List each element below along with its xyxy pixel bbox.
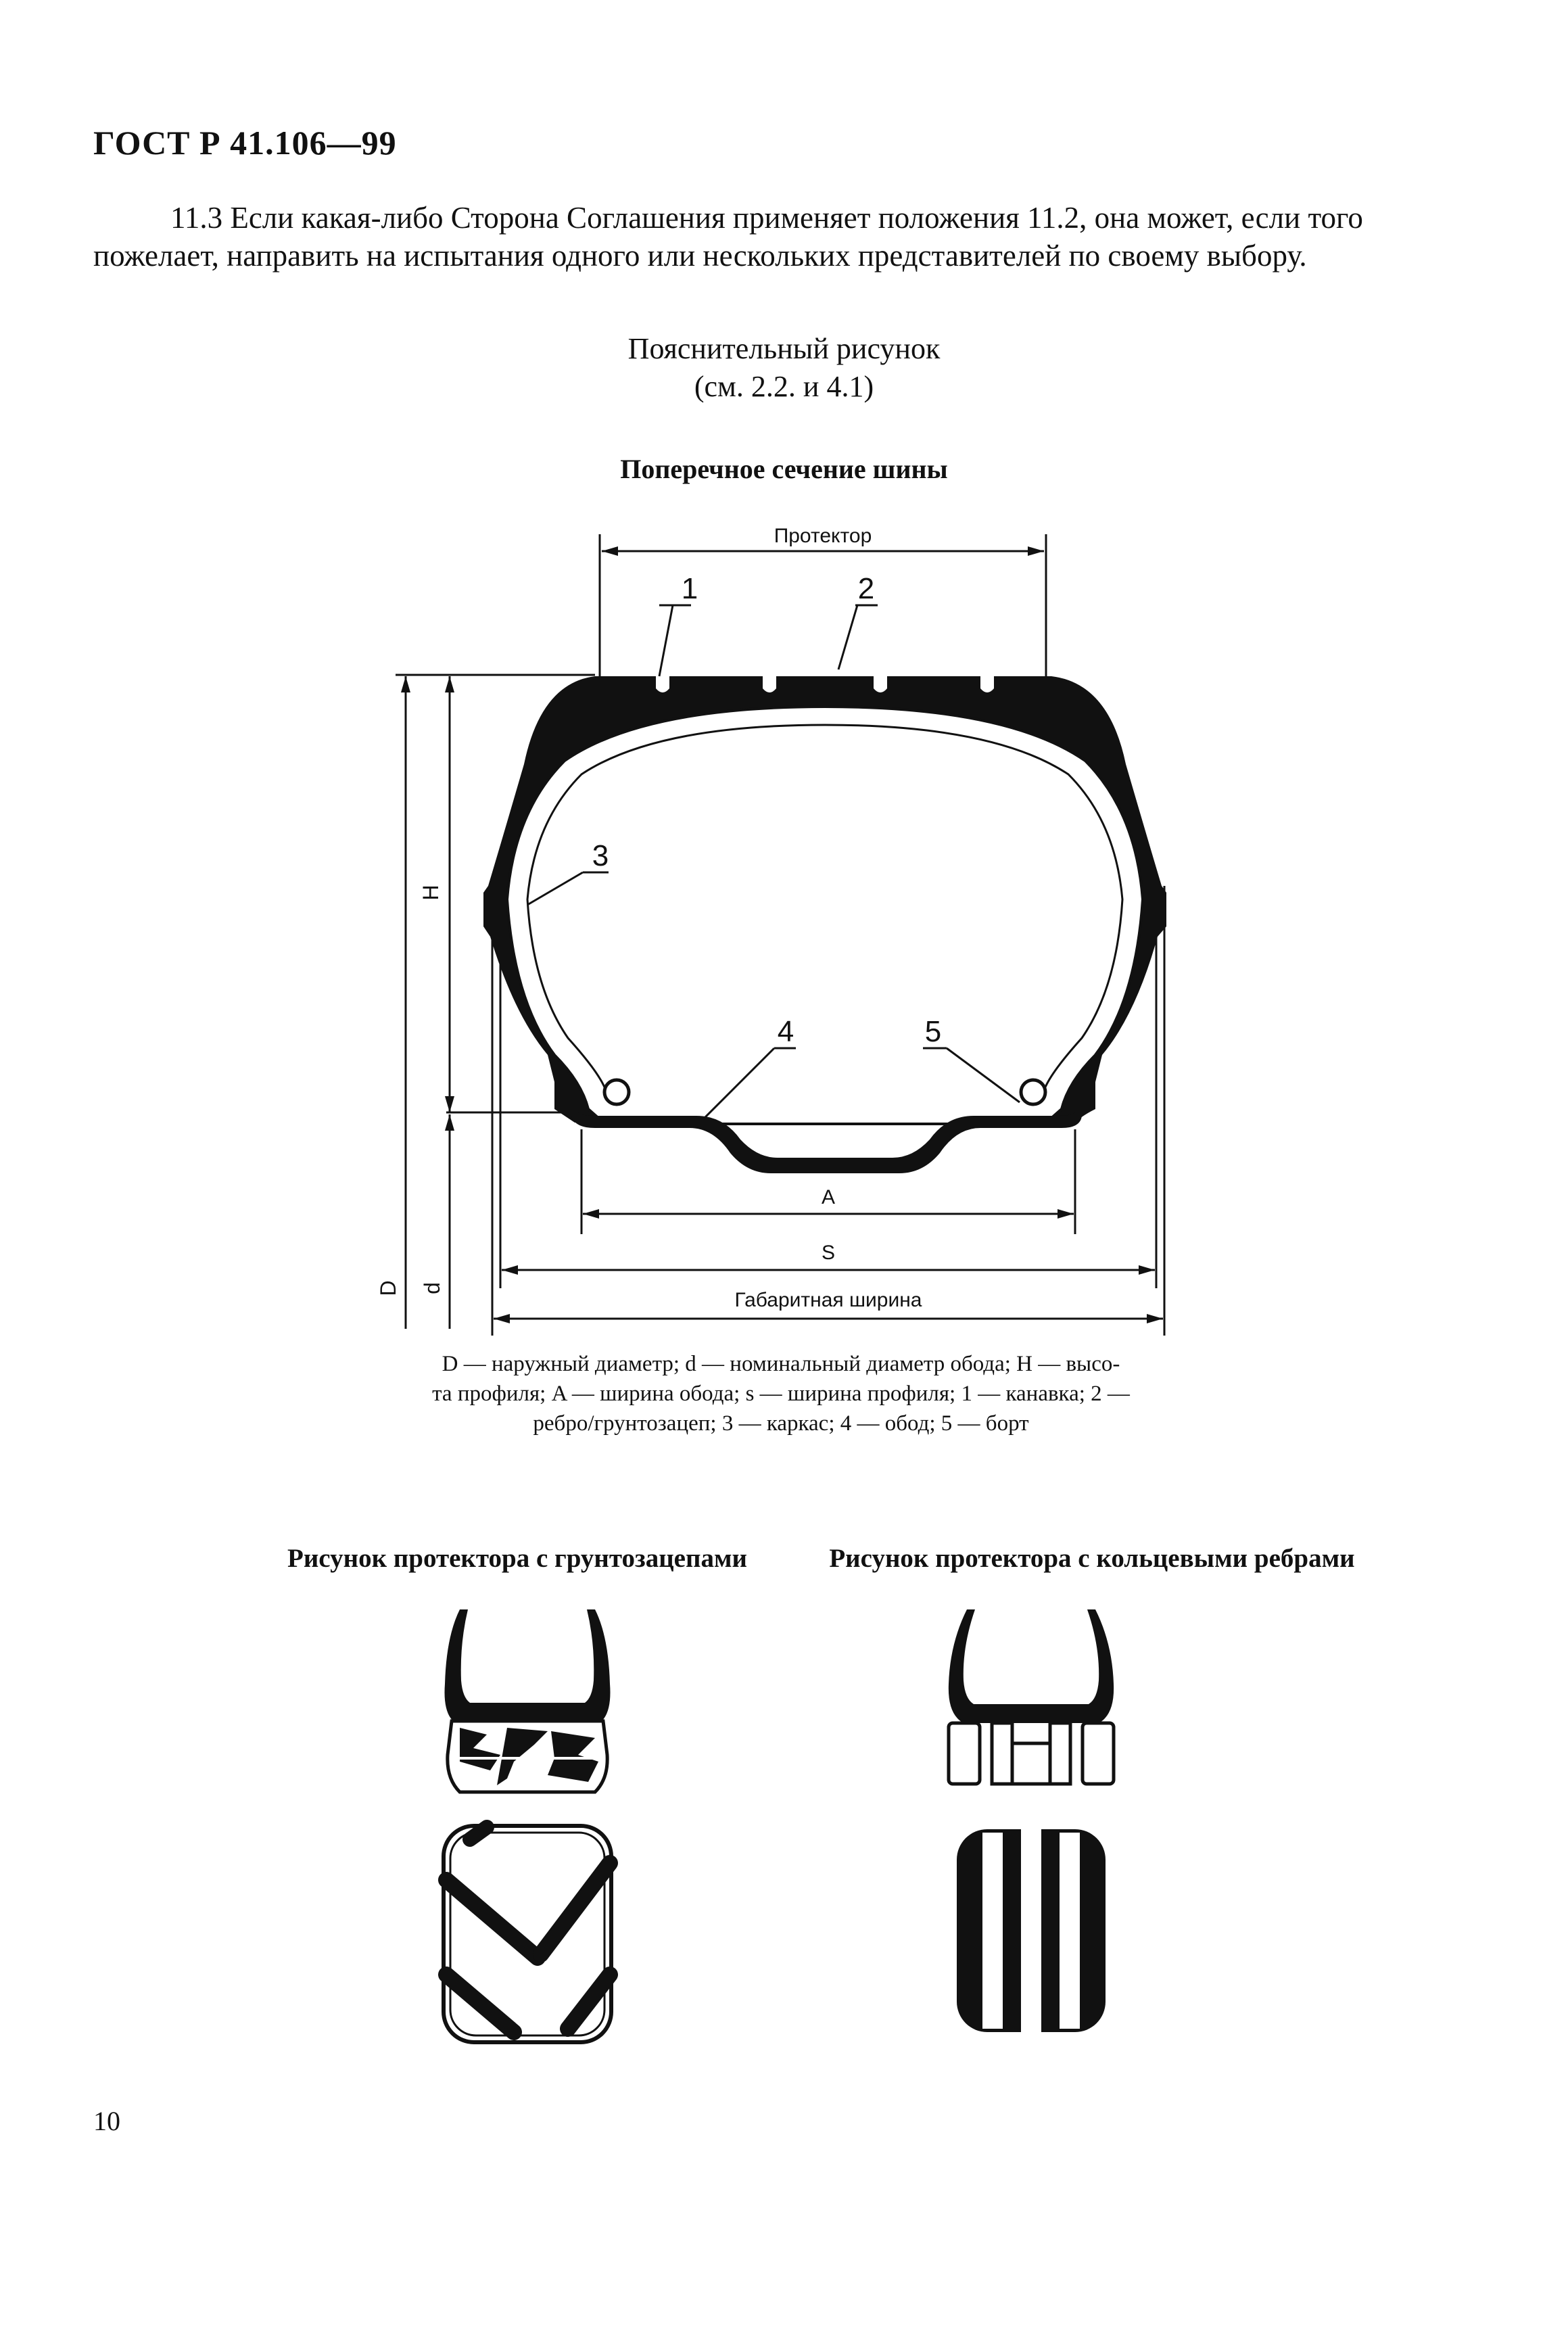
label-d: d bbox=[420, 1282, 444, 1294]
tread-groove-3 bbox=[874, 676, 887, 692]
caption-line-1: D — наружный диаметр; d — номинальный диаметр обода; H — высо- bbox=[442, 1352, 1120, 1376]
rib-pattern-footprint bbox=[957, 1829, 1106, 2032]
rib-pattern-title: Рисунок протектора с кольцевыми ребрами bbox=[829, 1544, 1355, 1573]
tire-inner-cavity bbox=[507, 707, 1143, 1124]
bead-right bbox=[1021, 1080, 1045, 1104]
rib-pattern-section bbox=[949, 1609, 1114, 1784]
tread-groove-4 bbox=[980, 676, 994, 692]
label-D: D bbox=[376, 1280, 400, 1296]
lug-pattern-footprint bbox=[444, 1826, 611, 2042]
label-4: 4 bbox=[777, 1015, 794, 1048]
figure-title-line-2: (см. 2.2. и 4.1) bbox=[694, 370, 874, 403]
caption-line-2: та профиля; A — ширина обода; s — ширина профиля; 1 — канавка; 2 — bbox=[432, 1382, 1130, 1406]
label-tread: Протектор bbox=[774, 525, 872, 547]
figure-caption bbox=[392, 1349, 1170, 1438]
label-5: 5 bbox=[924, 1015, 942, 1048]
lug-pattern-section bbox=[445, 1609, 611, 1792]
clause-line-1: 11.3 Если какая-либо Сторона Соглашения применяет положения 11.2, она может, если того bbox=[170, 201, 1363, 235]
figure-title-line-1: Пояснительный рисунок bbox=[627, 332, 941, 365]
bead-left bbox=[604, 1080, 629, 1104]
label-overall-width: Габаритная ширина bbox=[734, 1289, 922, 1311]
label-3: 3 bbox=[592, 839, 609, 872]
label-A: A bbox=[821, 1186, 836, 1208]
label-H: H bbox=[419, 885, 443, 901]
label-S: S bbox=[821, 1242, 836, 1264]
document-header: ГОСТ Р 41.106—99 bbox=[93, 124, 397, 162]
section-title: Поперечное сечение шины bbox=[620, 454, 948, 484]
tread-groove-1 bbox=[656, 676, 669, 692]
label-1: 1 bbox=[681, 572, 698, 605]
caption-line-3: ребро/грунтозацеп; 3 — каркас; 4 — обод; 5 — борт bbox=[533, 1411, 1029, 1436]
lug-pattern-illustration bbox=[433, 1596, 622, 2056]
label-2: 2 bbox=[857, 572, 875, 605]
clause-line-2: пожелает, направить на испытания одного или нескольких представителей по своему выбору. bbox=[93, 239, 1307, 273]
lug-pattern-title: Рисунок протектора с грунтозацепами bbox=[287, 1544, 747, 1573]
rib-pattern-illustration bbox=[936, 1596, 1126, 2056]
tread-groove-2 bbox=[763, 676, 776, 692]
page-number: 10 bbox=[93, 2106, 120, 2136]
